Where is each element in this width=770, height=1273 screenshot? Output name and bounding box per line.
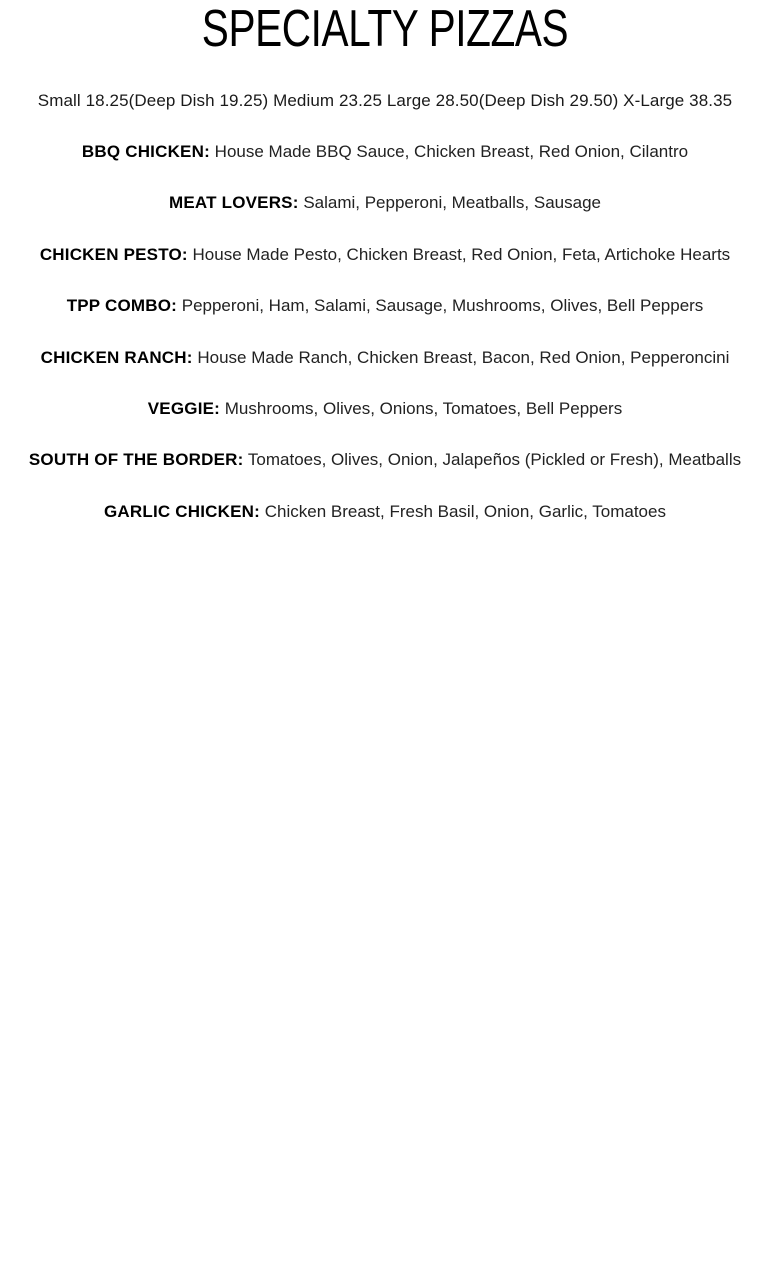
pizza-toppings: Tomatoes, Olives, Onion, Jalapeños (Pickled or Fresh), Meatballs — [247, 450, 742, 470]
pizza-item-veggie — [0, 398, 770, 449]
pizza-name: GARLIC CHICKEN: — [104, 501, 260, 521]
pizza-item-south-of-the-border — [0, 449, 770, 500]
pizza-item-meat-lovers — [0, 192, 770, 243]
size-prices: Small 18.25(Deep Dish 19.25) Medium 23.25 Large 28.50(Deep Dish 29.50) X-Large 38.35 — [37, 91, 733, 110]
page-title: SPECIALTY PIZZAS — [201, 0, 569, 58]
pizza-toppings: Chicken Breast, Fresh Basil, Onion, Garlic, Tomatoes — [264, 501, 666, 521]
pizza-name: MEAT LOVERS: — [168, 193, 299, 213]
pizza-name: TPP COMBO: — [66, 296, 177, 316]
pizza-name: SOUTH OF THE BORDER: — [28, 450, 244, 470]
pizza-toppings: Mushrooms, Olives, Onions, Tomatoes, Bell Peppers — [224, 398, 623, 418]
pizza-list — [0, 141, 770, 552]
pizza-toppings: House Made Ranch, Chicken Breast, Bacon, Red Onion, Pepperoncini — [197, 347, 730, 367]
pizza-item-garlic-chicken — [0, 501, 770, 552]
pizza-item-chicken-pesto — [0, 244, 770, 295]
pizza-toppings: Pepperoni, Ham, Salami, Sausage, Mushrooms, Olives, Bell Peppers — [181, 296, 704, 316]
pizza-item-bbq-chicken — [0, 141, 770, 192]
pizza-name: BBQ CHICKEN: — [81, 142, 210, 161]
pizza-name: CHICKEN RANCH: — [40, 347, 193, 367]
pizza-toppings: House Made Pesto, Chicken Breast, Red Onion, Feta, Artichoke Hearts — [192, 244, 731, 264]
specialty-pizzas-section — [0, 0, 770, 552]
pizza-name: VEGGIE: — [147, 398, 221, 418]
pizza-toppings: House Made BBQ Sauce, Chicken Breast, Red Onion, Cilantro — [214, 142, 689, 161]
pizza-item-tpp-combo — [0, 295, 770, 346]
pizza-item-chicken-ranch — [0, 347, 770, 398]
pizza-toppings: Salami, Pepperoni, Meatballs, Sausage — [303, 193, 601, 213]
pizza-name: CHICKEN PESTO: — [39, 244, 188, 264]
